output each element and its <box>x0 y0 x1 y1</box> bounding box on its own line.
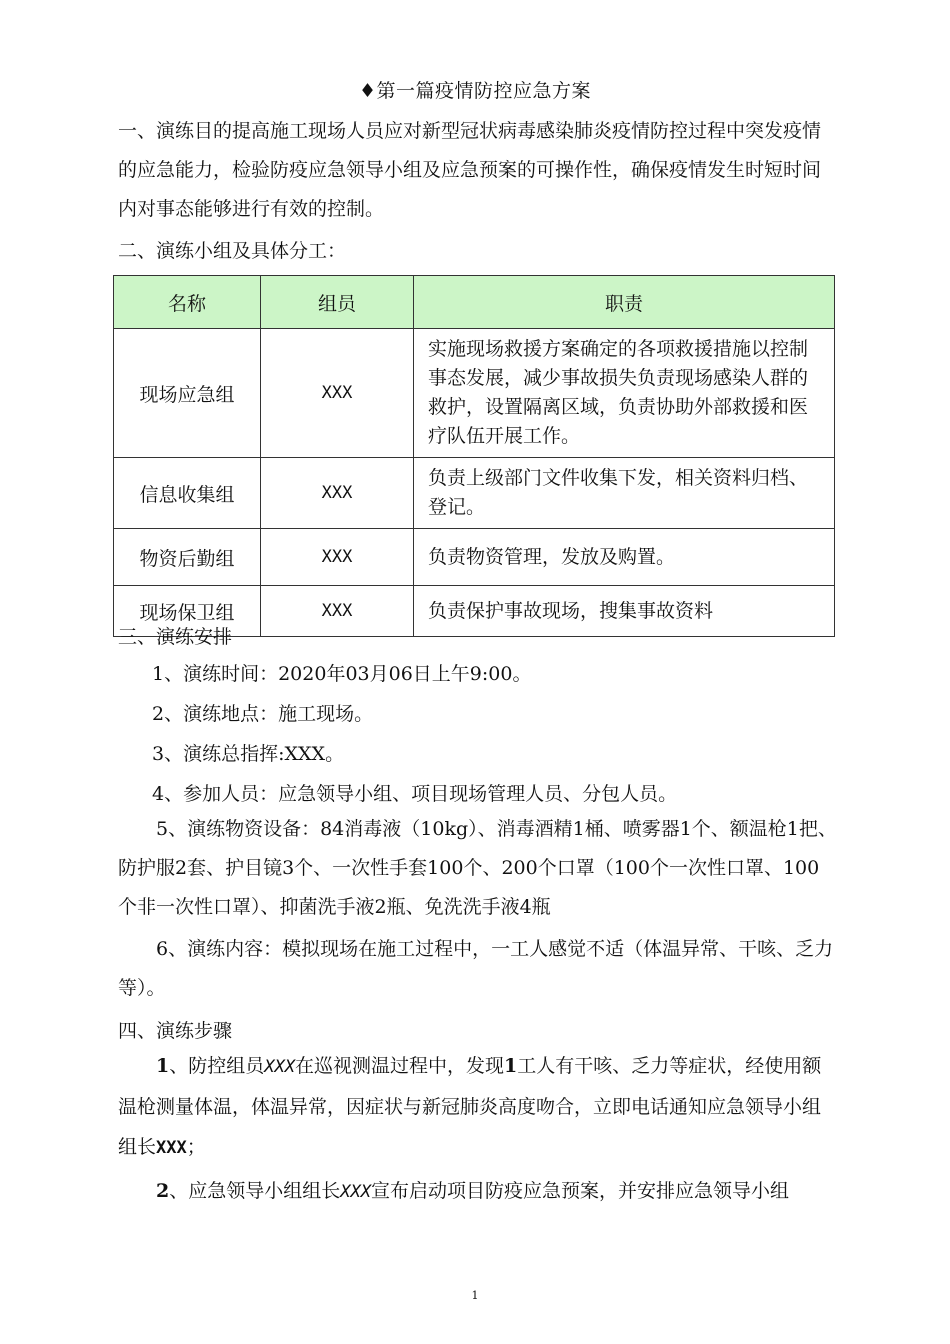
step-2-paragraph <box>118 1172 838 1212</box>
step-1-count: 1 <box>503 1055 518 1077</box>
row-name: 现场应急组 <box>114 329 261 458</box>
table-header-row <box>114 276 835 329</box>
duty-table <box>113 275 835 637</box>
step-2-number: 2 <box>156 1180 170 1202</box>
row-duty: 负责上级部门文件收集下发，相关资料归档、登记。 <box>414 458 835 529</box>
section-1-paragraph <box>118 112 838 229</box>
header-name: 名称 <box>114 276 261 329</box>
row-member: XXX <box>261 529 414 586</box>
row-duty: 实施现场救援方案确定的各项救援措施以控制事态发展，减少事故损失负责现场感染人群的救护，设置隔离区域，负责协助外部救援和医疗队伍开展工作。 <box>414 329 835 458</box>
table-row <box>114 529 835 586</box>
step-1-text-c: 工人有干咳、乏力等症状，经使用额温枪测量体温，体温异常，因症状与新冠肺炎高度吻合，立即电话通知应急领导小组组长 <box>118 1055 822 1158</box>
header-duty: 职责 <box>414 276 835 329</box>
row-name: 物资后勤组 <box>114 529 261 586</box>
step-1-text-b: 在巡视测温过程中，发现 <box>294 1055 504 1077</box>
step-2-text-a: 、应急领导小组组长 <box>169 1180 341 1202</box>
arrangement-item-materials: 5、演练物资设备：84消毒液（10kg）、消毒酒精1桶、喷雾器1个、额温枪1把、防护服2套、护目镜3个、一次性手套100个、200个口罩（100个一次性口罩、100个非一次性口罩）、抑菌洗手液2瓶、免洗洗手液4瓶 <box>118 818 837 918</box>
section-3-heading: 三、演练安排 <box>118 626 233 648</box>
arrangement-item-time: 1、演练时间：2020年03月06日上午9:00。 <box>152 663 532 685</box>
row-name: 信息收集组 <box>114 458 261 529</box>
table-row <box>114 458 835 529</box>
arrangement-item-location: 2、演练地点：施工现场。 <box>152 703 374 725</box>
step-2-text-b: 宣布启动项目防疫应急预案，并安排应急领导小组 <box>370 1180 789 1202</box>
step-2-leader: XXX <box>340 1182 371 1202</box>
section-4-heading: 四、演练步骤 <box>118 1020 233 1042</box>
arrangement-item-participants: 4、参加人员：应急领导小组、项目现场管理人员、分包人员。 <box>152 783 678 805</box>
step-1-inspector: XXX <box>264 1057 295 1077</box>
row-duty: 负责保护事故现场，搜集事故资料 <box>414 586 835 637</box>
section-2-heading: 二、演练小组及具体分工： <box>118 240 347 262</box>
row-member: XXX <box>261 329 414 458</box>
section-1-heading: 一、演练目的 <box>118 120 233 142</box>
row-member: XXX <box>261 586 414 637</box>
arrangement-item-commander: 3、演练总指挥:XXX。 <box>152 743 345 765</box>
header-member: 组员 <box>261 276 414 329</box>
arrangement-item-content: 6、演练内容：模拟现场在施工过程中，一工人感觉不适（体温异常、干咳、乏力等）。 <box>118 938 834 999</box>
document-title: ♦第一篇疫情防控应急方案 <box>358 80 592 102</box>
step-1-text-a: 、防控组员 <box>169 1055 265 1077</box>
table-row <box>114 329 835 458</box>
step-1-number: 1 <box>156 1055 170 1077</box>
row-member: XXX <box>261 458 414 529</box>
step-1-leader: XXX <box>156 1138 187 1158</box>
page-number: 1 <box>471 1289 479 1302</box>
row-name: 现场保卫组 <box>114 586 261 637</box>
step-1-paragraph <box>118 1046 838 1168</box>
section-1-text: 提高施工现场人员应对新型冠状病毒感染肺炎疫情防控过程中突发疫情的应急能力，检验防疫应急领导小组及应急预案的可操作性，确保疫情发生时短时间内对事态能够进行有效的控制。 <box>118 120 822 220</box>
row-duty: 负责物资管理，发放及购置。 <box>414 529 835 586</box>
step-1-text-d: ； <box>186 1136 206 1158</box>
